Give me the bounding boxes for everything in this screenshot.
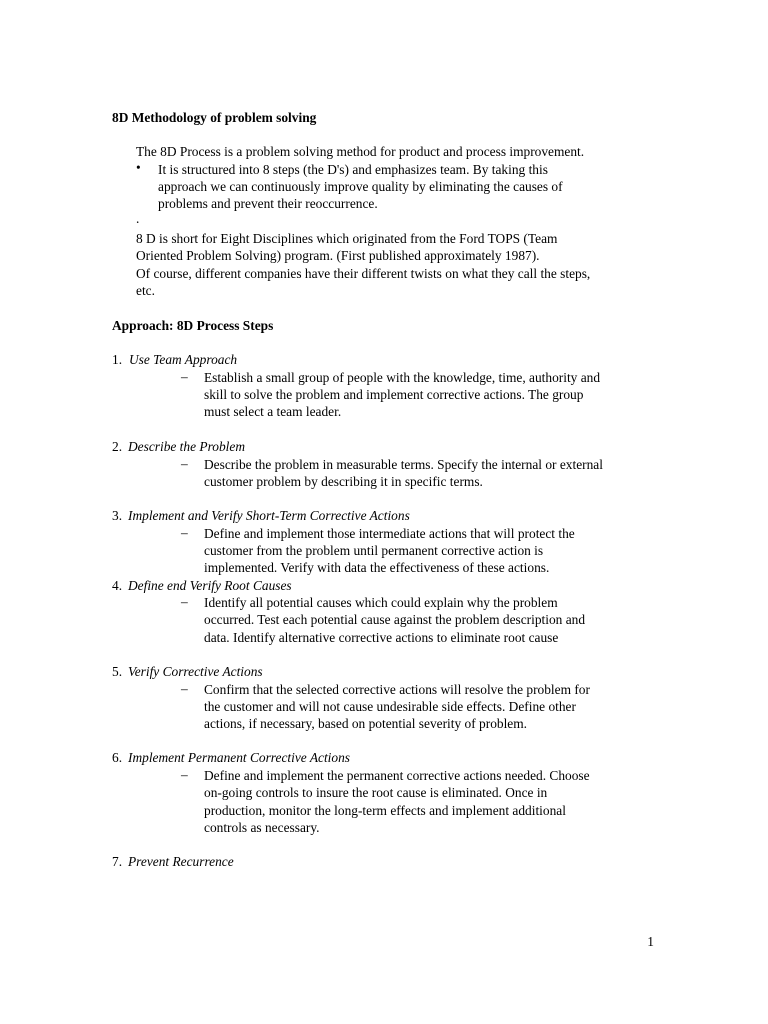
step-desc-line: Describe the problem in measurable terms. Specify the internal or external	[204, 457, 603, 472]
dash-icon: –	[181, 767, 188, 782]
intro-line: The 8D Process is a problem solving method for product and process improvement.	[136, 144, 585, 159]
step-desc-line: must select a team leader.	[204, 404, 342, 419]
step-title: Describe the Problem	[128, 439, 246, 454]
step-desc-line: Identify all potential causes which could explain why the problem	[204, 595, 558, 610]
origin-line: etc.	[136, 283, 155, 298]
step-desc-line: data. Identify alternative corrective actions to eliminate root cause	[204, 630, 559, 645]
step-desc-line: skill to solve the problem and implement corrective actions. The group	[204, 387, 584, 402]
step-number: 3.	[112, 508, 123, 523]
step-number: 5.	[112, 664, 123, 679]
step-desc-line: customer problem by describing it in specific terms.	[204, 474, 483, 489]
step-desc-line: controls as necessary.	[204, 820, 320, 835]
dash-icon: –	[181, 369, 188, 384]
step-desc-line: Define and implement the permanent corrective actions needed. Choose	[204, 768, 590, 783]
step-number: 2.	[112, 439, 123, 454]
step-number: 7.	[112, 854, 123, 869]
step-number: 6.	[112, 750, 123, 765]
intro-bullet-line: approach we can continuously improve quality by eliminating the causes of	[158, 179, 563, 194]
step-desc-line: Confirm that the selected corrective actions will resolve the problem for	[204, 682, 590, 697]
step-title: Implement Permanent Corrective Actions	[128, 750, 351, 765]
step-desc-line: customer from the problem until permanent corrective action is	[204, 543, 544, 558]
step-desc-line: on-going controls to insure the root cause is eliminated. Once in	[204, 785, 548, 800]
stray-dot: .	[136, 211, 140, 226]
document-heading: 8D Methodology of problem solving	[112, 110, 317, 125]
intro-bullet-line: problems and prevent their reoccurrence.	[158, 196, 378, 211]
step-desc-line: implemented. Verify with data the effectiveness of these actions.	[204, 560, 550, 575]
dash-icon: –	[181, 525, 188, 540]
step-desc-line: Define and implement those intermediate actions that will protect the	[204, 526, 575, 541]
dash-icon: –	[181, 681, 188, 696]
origin-line: 8 D is short for Eight Disciplines which originated from the Ford TOPS (Team	[136, 231, 558, 246]
dash-icon: –	[181, 594, 188, 609]
step-title: Use Team Approach	[129, 352, 238, 367]
step-number: 4.	[112, 578, 123, 593]
step-title: Implement and Verify Short-Term Corrective Actions	[128, 508, 410, 523]
dash-icon: –	[181, 456, 188, 471]
origin-line: Of course, different companies have their different twists on what they call the steps,	[136, 266, 591, 281]
step-desc-line: Establish a small group of people with the knowledge, time, authority and	[204, 370, 601, 385]
page-number: 1	[647, 934, 654, 949]
step-desc-line: actions, if necessary, based on potential severity of problem.	[204, 716, 528, 731]
step-number: 1.	[112, 352, 123, 367]
approach-heading: Approach: 8D Process Steps	[112, 318, 274, 333]
step-desc-line: the customer and will not cause undesirable side effects. Define other	[204, 699, 576, 714]
step-title: Verify Corrective Actions	[128, 664, 263, 679]
intro-bullet-line: It is structured into 8 steps (the D's) and emphasizes team. By taking this	[158, 162, 548, 177]
step-desc-line: production, monitor the long-term effects and implement additional	[204, 803, 566, 818]
step-desc-line: occurred. Test each potential cause against the problem description and	[204, 612, 586, 627]
step-title: Define end Verify Root Causes	[128, 578, 292, 593]
origin-line: Oriented Problem Solving) program. (First published approximately 1987).	[136, 248, 540, 263]
step-title: Prevent Recurrence	[128, 854, 234, 869]
bullet-icon: •	[136, 160, 141, 175]
